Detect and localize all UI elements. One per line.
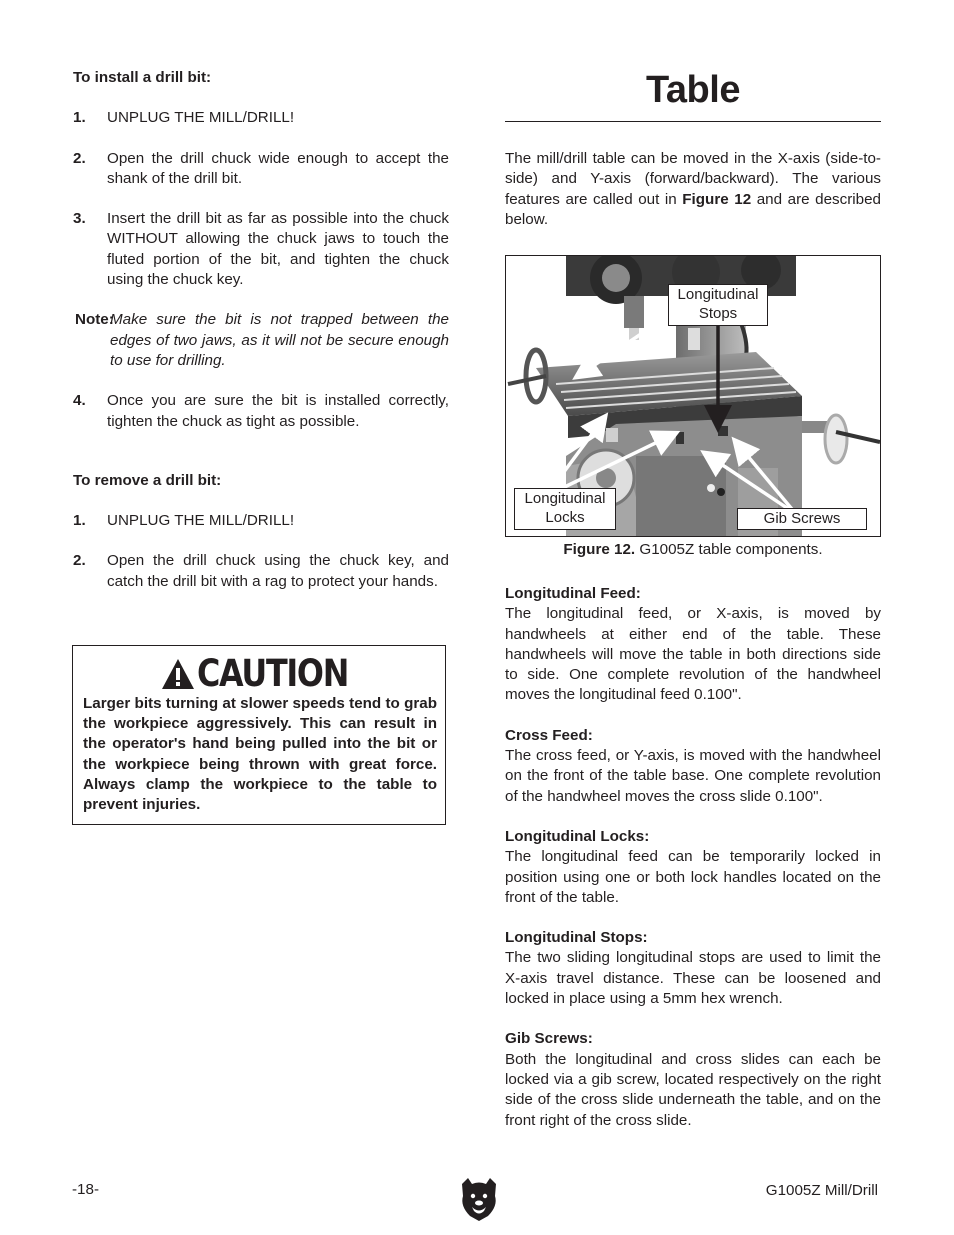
intro-text-after: and are described below. xyxy=(505,190,881,228)
left-column xyxy=(73,68,449,592)
section-heading: Gib Screws: xyxy=(505,1030,593,1048)
remove-step-1 xyxy=(73,511,449,531)
caution-heading: CAUTION xyxy=(197,651,349,695)
remove-heading: To remove a drill bit: xyxy=(73,471,222,489)
step-number: 2. xyxy=(73,552,86,570)
caution-header xyxy=(161,651,373,695)
callout-longitudinal-locks: Longitudinal Locks xyxy=(514,488,616,530)
intro-text-before: The mill/drill table can be moved in the X-axis (side-to-side) and Y-axis (forward/backward). The various features are called out in xyxy=(505,150,881,208)
callout-longitudinal-stops: Longitudinal Stops xyxy=(668,284,768,326)
section-heading: Longitudinal Locks: xyxy=(505,827,650,845)
step-number: 1. xyxy=(73,109,86,127)
step-number: 2. xyxy=(73,149,86,167)
page-title: Table xyxy=(646,69,740,111)
section-text: Both the longitudinal and cross slides can each be locked via a gib screw, located respectively on the right side of the cross slide underneath the table, and on the front right of the cross slide. xyxy=(505,1050,881,1129)
caution-box xyxy=(72,645,446,825)
intro-paragraph xyxy=(505,149,881,230)
install-heading: To install a drill bit: xyxy=(73,69,212,86)
page-number: -18- xyxy=(72,1181,100,1198)
install-step-4 xyxy=(73,391,449,432)
warning-triangle-icon xyxy=(161,658,195,690)
install-step-1 xyxy=(73,108,449,128)
step-text: Open the drill chuck wide enough to accept the shank of the drill bit. xyxy=(107,149,449,187)
step-text: Open the drill chuck using the chuck key, and catch the drill bit with a rag to protect your hands. xyxy=(107,552,449,590)
section-heading: Longitudinal Stops: xyxy=(505,929,648,947)
model-name: G1005Z Mill/Drill xyxy=(765,1182,878,1199)
section-text: The longitudinal feed, or X-axis, is moved by handwheels at either end of the table. These handwheels will move the table in both directions side to side. One complete revolution of the handwheel moves the longitudinal feed 0.100". xyxy=(505,605,881,704)
callout-gib-screws: Gib Screws xyxy=(737,508,867,530)
remove-step-2 xyxy=(73,551,449,592)
caption-label: Figure 12. xyxy=(563,541,636,558)
right-column xyxy=(505,60,881,230)
step-text: Insert the drill bit as far as possible into the chuck WITHOUT allowing the chuck jaws to touch the fluted portion of the bit, and tighten the chuck using the chuck key. xyxy=(107,210,449,289)
section-text: The longitudinal feed can be temporarily locked in position using one or both lock handles located on the front of the table. xyxy=(505,848,881,906)
caution-text: Larger bits turning at slower speeds tend to grab the workpiece aggressively. This can result in the operator's hand being pulled into the bit or the workpiece being thrown with great force. Always clamp the workpiece to the table to prevent injuries. xyxy=(83,695,437,814)
step-number: 4. xyxy=(73,392,86,410)
step-text: Once you are sure the bit is installed correctly, tighten the chuck as tight as possible. xyxy=(107,392,449,430)
note-text: Make sure the bit is not trapped between the edges of two jaws, as it will not be secure enough to use for drilling. xyxy=(110,311,449,369)
section-text: The two sliding longitudinal stops are used to limit the X-axis travel distance. These can be loosened and locked in place using a 5mm hex wrench. xyxy=(505,949,881,1008)
figure-reference: Figure 12 xyxy=(682,190,752,208)
step-text: UNPLUG THE MILL/DRILL! xyxy=(107,109,295,127)
section-heading: Cross Feed: xyxy=(505,726,593,744)
bear-head-icon xyxy=(458,1176,500,1222)
install-step-3 xyxy=(73,209,449,290)
note-label: Note: xyxy=(75,311,114,329)
figure-caption xyxy=(505,540,881,560)
note xyxy=(73,310,449,371)
feature-sections xyxy=(505,584,881,1131)
caption-text: G1005Z table components. xyxy=(635,541,823,558)
step-text: UNPLUG THE MILL/DRILL! xyxy=(107,512,295,530)
step-number: 3. xyxy=(73,210,86,228)
install-step-2 xyxy=(73,149,449,190)
figure-12-photo xyxy=(505,255,881,537)
section-text: The cross feed, or Y-axis, is moved with the handwheel on the front of the table base. One complete revolution of the handwheel moves the cross slide 0.100". xyxy=(505,747,881,805)
step-number: 1. xyxy=(73,512,86,530)
section-heading: Longitudinal Feed: xyxy=(505,585,641,602)
